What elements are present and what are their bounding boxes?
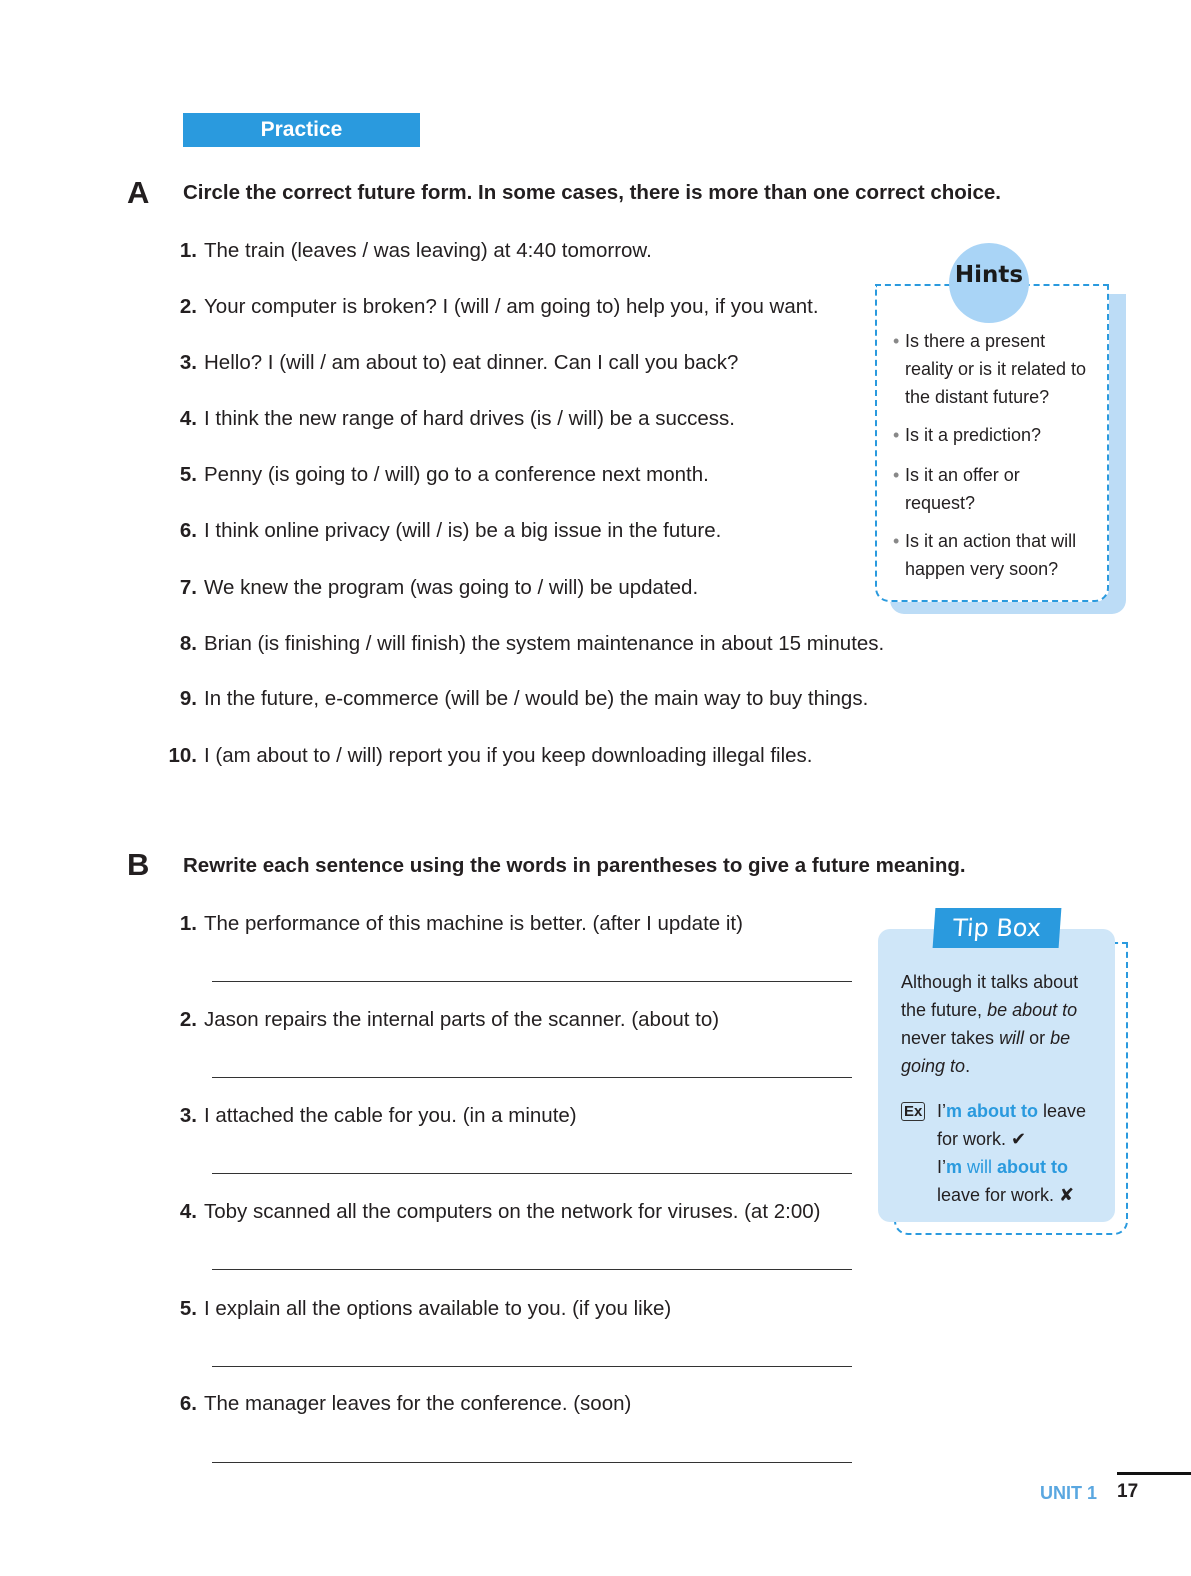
exercise-a-item bbox=[160, 687, 868, 711]
bullet-icon: • bbox=[893, 331, 900, 351]
exercise-b-item bbox=[160, 1297, 671, 1321]
practice-tab: Practice bbox=[183, 113, 420, 147]
item-text: I attached the cable for you. (in a minute) bbox=[204, 1104, 577, 1127]
answer-line[interactable] bbox=[212, 1269, 852, 1270]
item-number: 7. bbox=[179, 576, 197, 599]
answer-line[interactable] bbox=[212, 981, 852, 982]
tip-example bbox=[901, 1097, 1106, 1209]
hint-text: Is it an offer or request? bbox=[905, 465, 1020, 513]
item-text: We knew the program (was going to / will) be updated. bbox=[204, 576, 699, 599]
answer-line[interactable] bbox=[212, 1366, 852, 1367]
tip-text: Although it talks about the future, be about to never takes will or be going to. bbox=[901, 972, 1079, 1076]
item-number: 6. bbox=[179, 519, 197, 542]
hint-text: Is it an action that will happen very soon? bbox=[905, 531, 1077, 579]
exercise-a-item bbox=[160, 295, 819, 319]
item-number: 6. bbox=[179, 1392, 197, 1415]
item-text: I (am about to / will) report you if you keep downloading illegal files. bbox=[204, 744, 813, 767]
item-text: I think the new range of hard drives (is / will) be a success. bbox=[204, 407, 735, 430]
unit-label: UNIT 1 bbox=[1040, 1483, 1098, 1503]
exercise-b-item bbox=[160, 1104, 577, 1128]
item-number: 3. bbox=[179, 351, 197, 374]
bullet-icon: • bbox=[893, 465, 900, 485]
item-number: 10. bbox=[168, 744, 197, 767]
exercise-a-item bbox=[160, 519, 721, 543]
item-number: 9. bbox=[179, 687, 197, 710]
item-text: The train (leaves / was leaving) at 4:40 tomorrow. bbox=[204, 239, 652, 262]
hint-item bbox=[893, 421, 1095, 449]
exercise-b-item bbox=[160, 1200, 820, 1224]
item-text: I think online privacy (will / is) be a big issue in the future. bbox=[204, 519, 722, 542]
exercise-b-item bbox=[160, 1008, 719, 1032]
item-number: 2. bbox=[179, 295, 197, 318]
item-number: 4. bbox=[179, 407, 197, 430]
item-text: Brian (is finishing / will finish) the system maintenance in about 15 minutes. bbox=[204, 632, 885, 655]
exercise-a-item bbox=[160, 351, 738, 375]
hint-text: Is it a prediction? bbox=[905, 425, 1042, 445]
section-b-instruction: Rewrite each sentence using the words in parentheses to give a future meaning. bbox=[183, 854, 966, 877]
section-a-letter: A bbox=[127, 175, 150, 210]
example-correct: Ex I’m about to leave for work. ✔ bbox=[901, 1097, 1106, 1153]
section-a-instruction: Circle the correct future form. In some cases, there is more than one correct choice. bbox=[183, 181, 1001, 204]
item-text: Penny (is going to / will) go to a conference next month. bbox=[204, 463, 709, 486]
bullet-icon: • bbox=[893, 531, 900, 551]
footer-rule bbox=[1117, 1472, 1191, 1475]
exercise-a-item bbox=[160, 239, 652, 263]
bullet-icon: • bbox=[893, 425, 900, 445]
item-number: 3. bbox=[179, 1104, 197, 1127]
section-b-letter: B bbox=[127, 847, 150, 882]
item-number: 5. bbox=[179, 463, 197, 486]
item-text: Hello? I (will / am about to) eat dinner. Can I call you back? bbox=[204, 351, 739, 374]
item-number: 8. bbox=[179, 632, 197, 655]
answer-line[interactable] bbox=[212, 1462, 852, 1463]
item-text: I explain all the options available to you. (if you like) bbox=[204, 1297, 672, 1320]
item-text: Your computer is broken? I (will / am going to) help you, if you want. bbox=[204, 295, 819, 318]
exercise-b-item bbox=[160, 912, 743, 936]
example-incorrect: I’m will about to leave for work. ✘ bbox=[937, 1157, 1075, 1205]
hint-item bbox=[893, 527, 1095, 583]
item-number: 4. bbox=[179, 1200, 197, 1223]
item-number: 2. bbox=[179, 1008, 197, 1031]
exercise-a-item bbox=[160, 632, 884, 656]
answer-line[interactable] bbox=[212, 1173, 852, 1174]
item-text: The performance of this machine is better. (after I update it) bbox=[204, 912, 743, 935]
item-text: Jason repairs the internal parts of the scanner. (about to) bbox=[204, 1008, 720, 1031]
ex-badge: Ex bbox=[901, 1102, 925, 1121]
hint-item bbox=[893, 461, 1035, 517]
exercise-a-item bbox=[160, 407, 735, 431]
item-number: 1. bbox=[179, 239, 197, 262]
item-number: 1. bbox=[179, 912, 197, 935]
item-text: In the future, e-commerce (will be / would be) the main way to buy things. bbox=[204, 687, 869, 710]
hint-item bbox=[893, 327, 1095, 411]
hints-title: Hints bbox=[954, 262, 1024, 288]
tip-box-title: Tip Box bbox=[933, 908, 1062, 948]
item-text: The manager leaves for the conference. (soon) bbox=[204, 1392, 632, 1415]
exercise-a-item bbox=[160, 744, 812, 768]
exercise-a-item bbox=[160, 463, 709, 487]
item-text: Toby scanned all the computers on the network for viruses. (at 2:00) bbox=[204, 1200, 821, 1223]
answer-line[interactable] bbox=[212, 1077, 852, 1078]
exercise-b-item bbox=[160, 1392, 631, 1416]
hint-text: Is there a present reality or is it related to the distant future? bbox=[905, 331, 1087, 407]
page-number: 17 bbox=[1117, 1481, 1139, 1502]
exercise-a-item bbox=[160, 576, 698, 600]
item-number: 5. bbox=[179, 1297, 197, 1320]
